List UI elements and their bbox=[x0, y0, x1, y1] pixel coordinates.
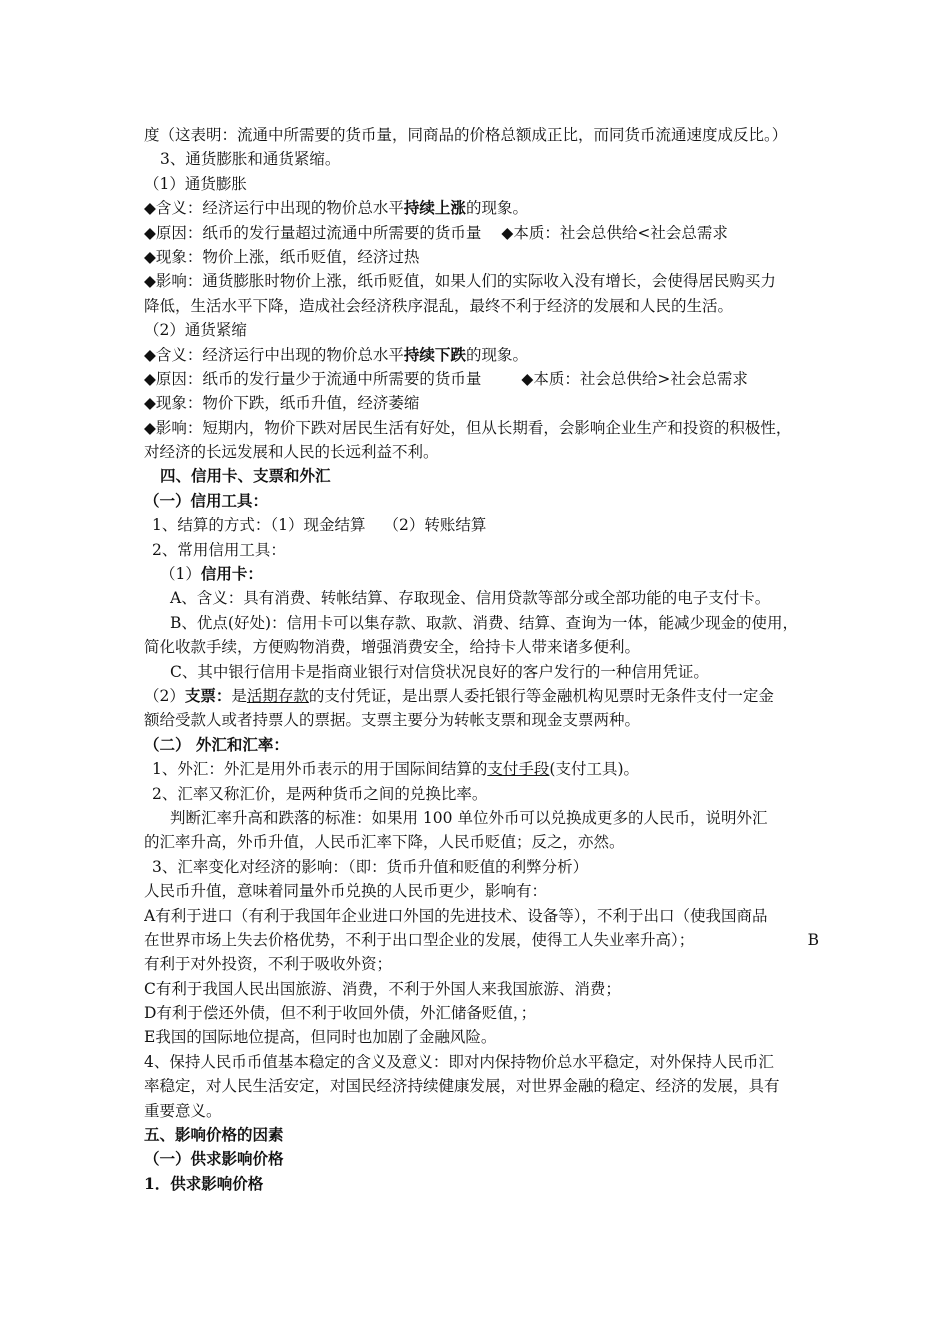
bullet-line: ◆原因：纸币的发行量超过流通中所需要的货币量 ◆本质：社会总供给<社会总需求 bbox=[144, 223, 728, 242]
text-line: E我国的国际地位提高，但同时也加剧了金融风险。 bbox=[144, 1028, 497, 1047]
subsection-heading: 1．供求影响价格 bbox=[144, 1173, 264, 1193]
text-line: 重要意义。 bbox=[144, 1101, 222, 1120]
subsection-heading: （二） 外汇和汇率： bbox=[144, 734, 289, 754]
bullet-line: ◆影响：通货膨胀时物价上涨，纸币贬值，如果人们的实际收入没有增长，会使得居民购买力 bbox=[144, 272, 776, 291]
text-line: 有利于对外投资，不利于吸收外资； bbox=[144, 955, 393, 974]
text-line: 4、保持人民币币值基本稳定的含义及意义：即对内保持物价总水平稳定，对外保持人民币汇 bbox=[144, 1052, 774, 1071]
subheading: （1）通货膨胀 bbox=[144, 174, 247, 193]
text-line: 降低，生活水平下降，造成社会经济秩序混乱，最终不利于经济的发展和人民的生活。 bbox=[144, 296, 734, 315]
text-line: D有利于偿还外债，但不利于收回外债，外汇储备贬值，； bbox=[144, 1004, 537, 1023]
text-line: 2、常用信用工具： bbox=[152, 540, 286, 559]
text-line: 度（这表明：流通中所需要的货币量，同商品的价格总额成正比，而同货币流通速度成反比。） bbox=[144, 126, 788, 144]
bullet-line: ◆现象：物价上涨，纸币贬值，经济过热 bbox=[144, 247, 420, 266]
section-heading: 四、信用卡、支票和外汇 bbox=[160, 466, 331, 486]
document-body bbox=[144, 123, 819, 1196]
text-line: 简化收款手续，方便购物消费，增强消费安全，给持卡人带来诸多便利。 bbox=[144, 638, 641, 657]
text-line: 在世界市场上失去价格优势，不利于出口型企业的发展，使得工人失业率升高）； B bbox=[144, 930, 819, 949]
text-line: 人民币升值，意味着同量外币兑换的人民币更少，影响有： bbox=[144, 882, 548, 901]
subsection-heading: （一）供求影响价格 bbox=[144, 1149, 284, 1169]
heading-3: 3、通货膨胀和通货紧缩。 bbox=[160, 150, 341, 169]
text-line: （2）支票：是活期存款的支付凭证，是出票人委托银行等金融机构见票时无条件支付一定金 bbox=[144, 685, 774, 705]
subheading: （2）通货紧缩 bbox=[144, 321, 247, 340]
text-line: 率稳定，对人民生活安定，对国民经济持续健康发展，对世界金融的稳定、经济的发展，具有 bbox=[144, 1077, 780, 1096]
text-line: B、优点(好处)：信用卡可以集存款、取款、消费、结算、查询为一体，能减少现金的使用， bbox=[170, 613, 798, 632]
section-heading: 五、影响价格的因素 bbox=[144, 1125, 284, 1145]
text-line: 判断汇率升高和跌落的标准：如果用 100 单位外币可以兑换成更多的人民币，说明外汇 bbox=[170, 808, 768, 827]
text-line: 的汇率升高，外币升值，人民币汇率下降，人民币贬值；反之，亦然。 bbox=[144, 833, 625, 852]
text-line: 2、汇率又称汇价，是两种货币之间的兑换比率。 bbox=[152, 784, 488, 803]
text-line: C有利于我国人民出国旅游、消费，不利于外国人来我国旅游、消费； bbox=[144, 979, 621, 998]
bullet-line: ◆含义：经济运行中出现的物价总水平持续上涨的现象。 bbox=[144, 198, 528, 218]
text-line: C、其中银行信用卡是指商业银行对信贷状况良好的客户发行的一种信用凭证。 bbox=[170, 662, 709, 681]
text-line: A、含义：具有消费、转帐结算、存取现金、信用贷款等部分或全部功能的电子支付卡。 bbox=[170, 589, 771, 608]
subsection-heading: （一）信用工具： bbox=[144, 490, 269, 510]
bullet-line: ◆含义：经济运行中出现的物价总水平持续下跌的现象。 bbox=[144, 344, 528, 364]
text-line: 对经济的长远发展和人民的长远利益不利。 bbox=[144, 443, 439, 462]
text-line: （1）信用卡： bbox=[160, 564, 263, 584]
text-line: 3、汇率变化对经济的影响：（即：货币升值和贬值的利弊分析） bbox=[152, 857, 589, 876]
text-line: 额给受款人或者持票人的票据。支票主要分为转帐支票和现金支票两种。 bbox=[144, 711, 641, 730]
bullet-line: ◆现象：物价下跌，纸币升值，经济萎缩 bbox=[144, 394, 420, 413]
bullet-line: ◆影响：短期内，物价下跌对居民生活有好处，但从长期看，会影响企业生产和投资的积极性， bbox=[144, 418, 792, 437]
bullet-line: ◆原因：纸币的发行量少于流通中所需要的货币量 ◆本质：社会总供给>社会总需求 bbox=[144, 369, 748, 388]
text-line: 1、外汇：外汇是用外币表示的用于国际间结算的支付手段(支付工具)。 bbox=[152, 760, 639, 779]
text-line: 1、结算的方式：（1）现金结算 （2）转账结算 bbox=[152, 516, 487, 535]
text-line: A有利于进口（有利于我国年企业进口外国的先进技术、设备等），不利于出口（使我国商品 bbox=[144, 906, 768, 925]
